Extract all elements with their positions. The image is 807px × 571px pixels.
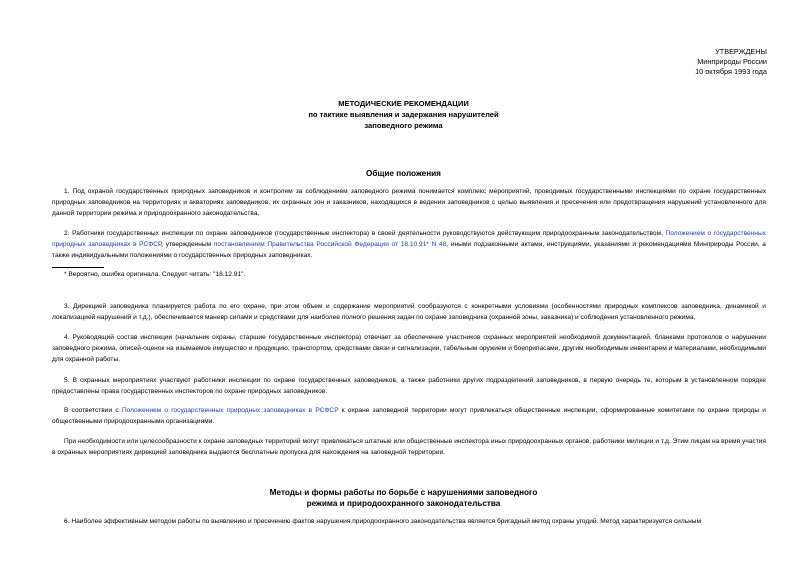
approval-line-1: УТВЕРЖДЕНЫ — [715, 47, 767, 56]
paragraph-2 — [52, 228, 766, 261]
paragraph-4-text: 4. Руководящий состав инспекции (начальник охраны, старшие государственные инспектора) отвечает за обеспечение участников охранных мероприятий необходимой документацией, бланками протоколов о нарушении заповедного режима, описей-оценок на изымаемое имущество и продукцию, транспортом, средствами связи и сигнализации, табельным оружием и боеприпасами, другим необходимым инвентарем и материалами, необходимыми для охранной работы. — [52, 334, 766, 363]
paragraph-3 — [52, 301, 766, 323]
link-zapovednik-regulation[interactable]: Положением о государственных природных заповедниках в РСФСР — [52, 230, 766, 248]
title-line-2: по тактике выявления и задержания нарушителей — [308, 110, 499, 119]
paragraph-8-text: 6. Наиболее эффективным методом работы по выявлению и пресечению фактов нарушения природоохранного законодательства является бригадный метод охраны угодий. Метод характеризуется сильным — [64, 518, 702, 525]
approval-line-3: 10 октября 1993 года — [695, 67, 767, 76]
footnote — [52, 269, 245, 280]
paragraph-7 — [52, 436, 766, 458]
paragraph-2-text-b: , утвержденным — [161, 241, 212, 248]
paragraph-2-text-a: 2. Работники государственных инспекции по охране заповедников (государственные инспектора) в своей деятельности руководствуются действующим природоохранным законодательством, — [64, 230, 663, 237]
paragraph-3-text: 3. Дирекцией заповедника планируется работа по его охране, при этом объем и содержание мероприятий сообразуются с конкретными условиями (особенностями природных комплексов заповедника, динамикой и локализацией нарушений и т.д.), обеспечивается маневр силами и средствами для наиболее полного решения задач по охране заповедника (охранной зоны, заказника) и соблюдения установленного режима. — [52, 303, 766, 321]
section-heading-general: Общие положения — [366, 169, 441, 178]
approval-stamp — [695, 47, 767, 77]
title-line-1: МЕТОДИЧЕСКИЕ РЕКОМЕНДАЦИИ — [338, 99, 469, 108]
section-heading-methods-line-2: режима и природоохранного законодательства — [306, 499, 501, 508]
section-heading-methods-line-1: Методы и формы работы по борьбе с нарушениями заповедного — [269, 488, 538, 497]
footnote-text: * Вероятно, ошибка оригинала. Следует читать: "18.12.91". — [64, 271, 246, 278]
approval-line-2: Минприроды России — [697, 57, 767, 66]
paragraph-5 — [52, 375, 766, 397]
link-government-decree[interactable]: постановлением Правительства Российской Федерации от 18.10.91* N 48 — [213, 241, 447, 248]
paragraph-6 — [52, 405, 766, 427]
paragraph-8 — [52, 516, 766, 527]
paragraph-6-text-b: к охране заповедной территории могут привлекаться общественные инспекции, сформированные комитетами по охране природы и общественными природоохранными организациями. — [52, 407, 766, 425]
document-title — [0, 98, 807, 131]
paragraph-2-text-c: , иными подзаконными актами, инструкциями, указаниями и рекомендациями Минприроды России, а также индивидуальными положениями о государственных природных заповедниках. — [52, 241, 766, 259]
title-line-3: заповедного режима — [364, 121, 443, 130]
paragraph-1 — [52, 186, 766, 219]
paragraph-6-text-a: В соответствии с — [64, 407, 119, 414]
paragraph-4 — [52, 332, 766, 365]
paragraph-5-text: 5. В охранных мероприятиях участвуют работники инспекции по охране государственных заповедников, а также работники других подразделений заповедников, в первую очередь те, которым в установленном порядке предоставлены права государственных инспекторов по охране природных заповедников. — [52, 377, 766, 395]
footnote-divider — [52, 267, 104, 268]
paragraph-7-text: При необходимости или целесообразности к охране заповедных территорий могут привлекаться штатные или общественные инспектора иных природоохранных органов, работники милиции и т.д. Этим лицам на время участия в охранных мероприятиях дирекцией заповедника выдаются бесплатные пропуска для нахождения на заповедной территории. — [52, 438, 766, 456]
link-zapovednik-regulation-2[interactable]: Положением о государственных природных заповедниках в РСФСР — [121, 407, 339, 414]
section-heading-methods — [0, 487, 807, 509]
paragraph-1-text: 1. Под охраной государственных природных заповедников и контролем за соблюдением заповедного режима понимается комплекс мероприятий, проводимых государственными инспекциями по охране государственных природных заповедников на территориях и акваториях заповедников, их охранных зон и заказников, находящихся в ведении заповедников с целью выявления и пресечения или предотвращения нарушений установленного для данной территории режима и природоохранного законодательства. — [52, 188, 766, 217]
